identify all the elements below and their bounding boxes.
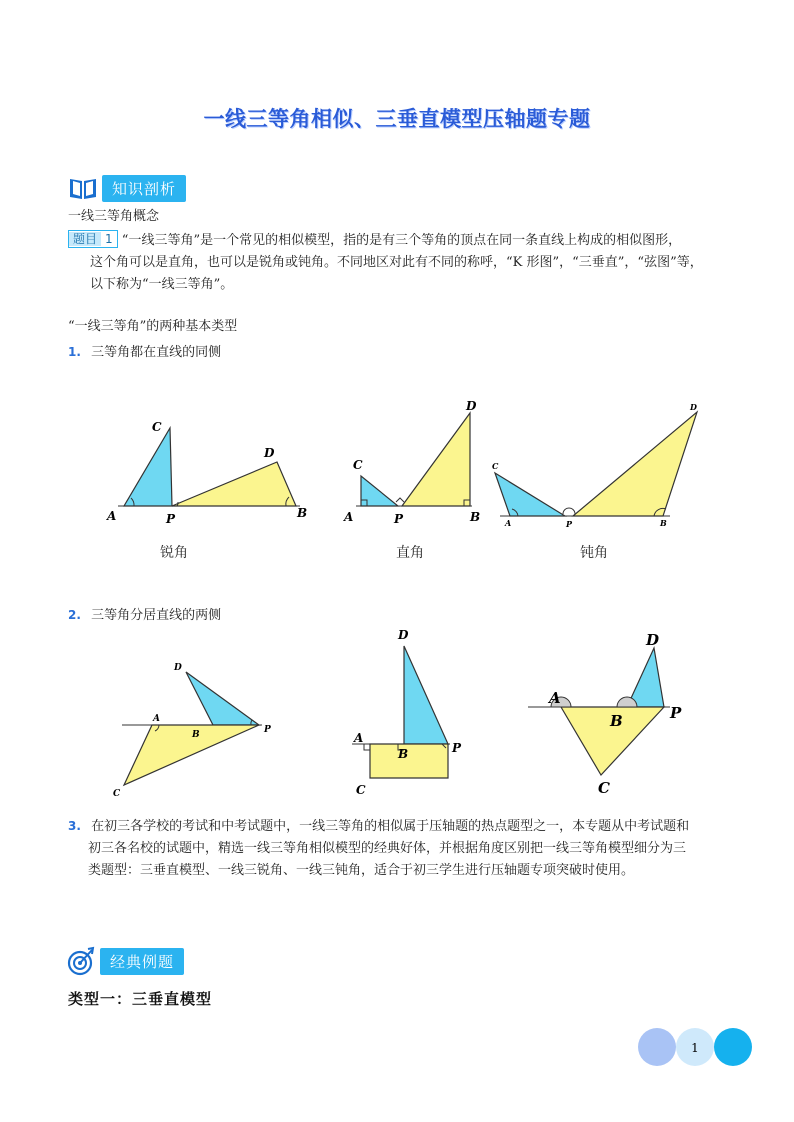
quad-apc [370, 744, 448, 778]
label-d: D [174, 663, 182, 673]
label-b: B [192, 730, 200, 740]
triangle-pbd [172, 462, 296, 506]
list-item-2 [68, 604, 221, 627]
label-b: B [470, 510, 481, 524]
list-item-3 [68, 815, 748, 882]
target-icon [66, 946, 96, 976]
triangle-bpd [404, 646, 448, 744]
label-d: D [646, 631, 660, 649]
concept-heading: 一线三等角概念 [68, 209, 160, 224]
label-a: A [344, 510, 354, 524]
label-a: A [107, 509, 117, 523]
label-a: A [549, 689, 561, 707]
label-c: C [356, 783, 366, 797]
label-p: P [670, 704, 682, 722]
triangle-apc [495, 473, 565, 516]
label-c: C [152, 420, 162, 434]
label-a: A [505, 518, 512, 528]
caption-acute: 锐角 [160, 545, 188, 561]
label-c: C [113, 789, 121, 799]
label-d: D [398, 628, 409, 642]
list-item-1 [68, 341, 221, 364]
label-d: D [466, 399, 477, 413]
section-label: 知识剖析 [102, 175, 186, 202]
label-b: B [297, 506, 308, 520]
label-c: C [598, 779, 610, 797]
types-heading: “一线三等角”的两种基本类型 [68, 319, 238, 334]
list-number: 2. [68, 608, 81, 622]
triangle-apc [124, 428, 172, 506]
question-line-2: 这个角可以是直角，也可以是锐角或钝角。不同地区对此有不同的称呼，“K 形图”，“三垂直”，“弦图”等， [90, 255, 703, 270]
label-a: A [153, 714, 160, 724]
question-line-1: “一线三等角”是一个常见的相似模型，指的是有三个等角的顶点在同一条直线上构成的相似图形， [121, 233, 682, 248]
caption-obtuse: 钝角 [580, 545, 608, 561]
section-header-examples [66, 946, 184, 976]
triangle-bpd [186, 672, 259, 725]
label-b: B [660, 518, 667, 528]
figure-opposite-1 [105, 655, 285, 800]
figure-acute [100, 395, 320, 530]
question-1 [68, 230, 748, 296]
figure-right [340, 395, 490, 530]
list-text: 三等角都在直线的同侧 [91, 345, 222, 360]
list-text-line-3: 类题型：三垂直模型、一线三锐角、一线三钝角，适合于初三学生进行压轴题专项突破时使用。 [88, 863, 635, 878]
label-a: A [354, 731, 364, 745]
page-number-badge [637, 1027, 753, 1067]
label-d: D [690, 402, 697, 412]
section-label: 经典例题 [100, 948, 184, 975]
figure-obtuse [488, 398, 708, 533]
type1-heading: 类型一：三垂直模型 [68, 990, 213, 1008]
list-text-line-2: 初三各名校的试题中，精选一线三等角相似模型的经典好体，并根据角度区别把一线三等角模型细分为三 [88, 841, 687, 856]
page-title: 一线三等角相似、三垂直模型压轴题专题 [203, 107, 591, 131]
list-text-line-1: 在初三各学校的考试和中考试题中，一线三等角的相似属于压轴题的热点题型之一，本专题从中考试题和 [91, 819, 690, 834]
label-p: P [166, 512, 176, 526]
list-number: 1. [68, 345, 81, 359]
triangle-pbd [402, 413, 470, 506]
label-b: B [610, 712, 623, 730]
list-text: 三等角分居直线的两侧 [91, 608, 222, 623]
label-p: P [452, 741, 462, 755]
label-d: D [264, 446, 275, 460]
label-p: P [566, 519, 573, 529]
label-c: C [353, 458, 363, 472]
label-b: B [398, 747, 409, 761]
label-p: P [394, 512, 404, 526]
section-header-knowledge [68, 173, 186, 203]
open-book-icon [68, 175, 98, 201]
figure-opposite-3 [522, 625, 697, 800]
page-number: 1 [691, 1041, 699, 1055]
question-tag: 题目 1 [68, 230, 118, 248]
figure-opposite-2 [345, 625, 470, 800]
label-c: C [492, 461, 499, 471]
caption-right: 直角 [396, 545, 424, 561]
question-line-3: 以下称为“一线三等角”。 [90, 277, 234, 292]
list-number: 3. [68, 819, 81, 833]
triangle-pbd [573, 412, 697, 516]
label-p: P [264, 725, 271, 735]
